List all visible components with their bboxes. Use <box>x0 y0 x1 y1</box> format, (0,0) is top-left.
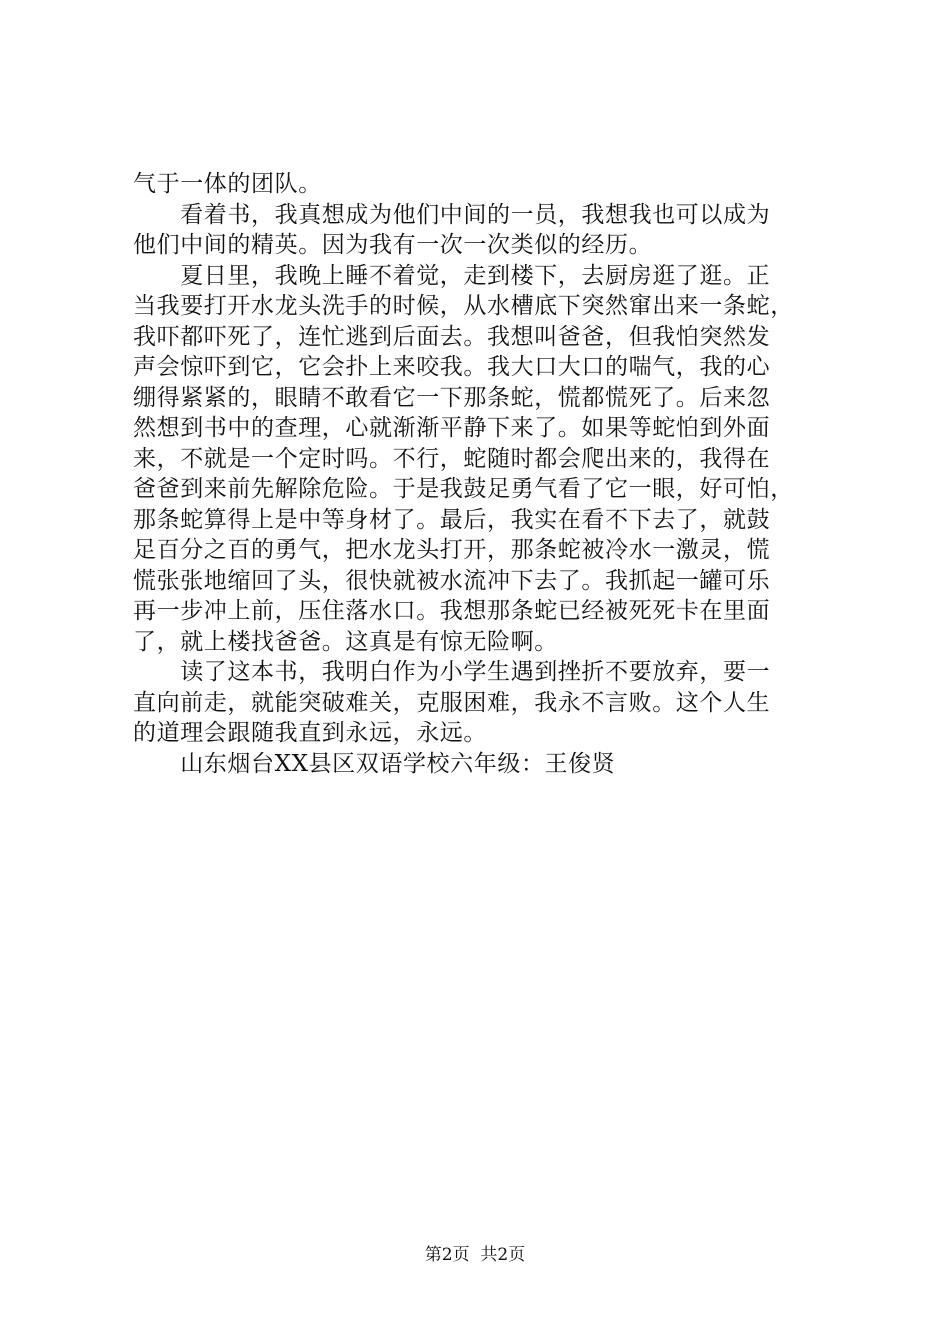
text-line: 看着书，我真想成为他们中间的一员，我想我也可以成为 <box>133 201 771 228</box>
text-line: 爸爸到来前先解除危险。于是我鼓足勇气看了它一眼，好可怕， <box>133 476 794 502</box>
text-line: 他们中间的精英。因为我有一次一次类似的经历。 <box>133 232 653 258</box>
text-line: 声会惊吓到它，它会扑上来咬我。我大口大口的喘气，我的心 <box>133 354 771 380</box>
text-line: 夏日里，我晚上睡不着觉，走到楼下，去厨房逛了逛。正 <box>133 262 771 289</box>
text-line: 来，不就是一个定时吗。不行，蛇随时都会爬出来的，我得在 <box>133 445 771 472</box>
text-line: 我吓都吓死了，连忙逃到后面去。我想叫爸爸，但我怕突然发 <box>133 323 771 350</box>
signature-line: 山东烟台XX县区双语学校六年级：王俊贤 <box>133 750 616 777</box>
text-line: 了，就上楼找爸爸。这真是有惊无险啊。 <box>133 628 558 655</box>
text-line: 慌张张地缩回了头，很快就被水流冲下去了。我抓起一罐可乐 <box>133 567 771 594</box>
text-line: 当我要打开水龙头洗手的时候，从水槽底下突然窜出来一条蛇， <box>133 293 794 319</box>
body-text <box>133 169 833 779</box>
page-number-footer: 第2页 共2页 <box>424 1245 526 1265</box>
text-line: 足百分之百的勇气，把水龙头打开，那条蛇被冷水一激灵，慌 <box>133 537 771 563</box>
text-line: 绷得紧紧的，眼睛不敢看它一下那条蛇，慌都慌死了。后来忽 <box>133 384 771 411</box>
text-line: 然想到书中的查理，心就渐渐平静下来了。如果等蛇怕到外面 <box>133 415 771 441</box>
text-line: 的道理会跟随我直到永远，永远。 <box>133 720 487 746</box>
text-line: 再一步冲上前，压住落水口。我想那条蛇已经被死死卡在里面 <box>133 598 771 624</box>
text-line: 那条蛇算得上是中等身材了。最后，我实在看不下去了，就鼓 <box>133 506 771 533</box>
text-line: 读了这本书，我明白作为小学生遇到挫折不要放弃，要一 <box>133 659 771 685</box>
text-line: 气于一体的团队。 <box>133 171 322 197</box>
text-line: 直向前走，就能突破难关，克服困难，我永不言败。这个人生 <box>133 689 771 716</box>
